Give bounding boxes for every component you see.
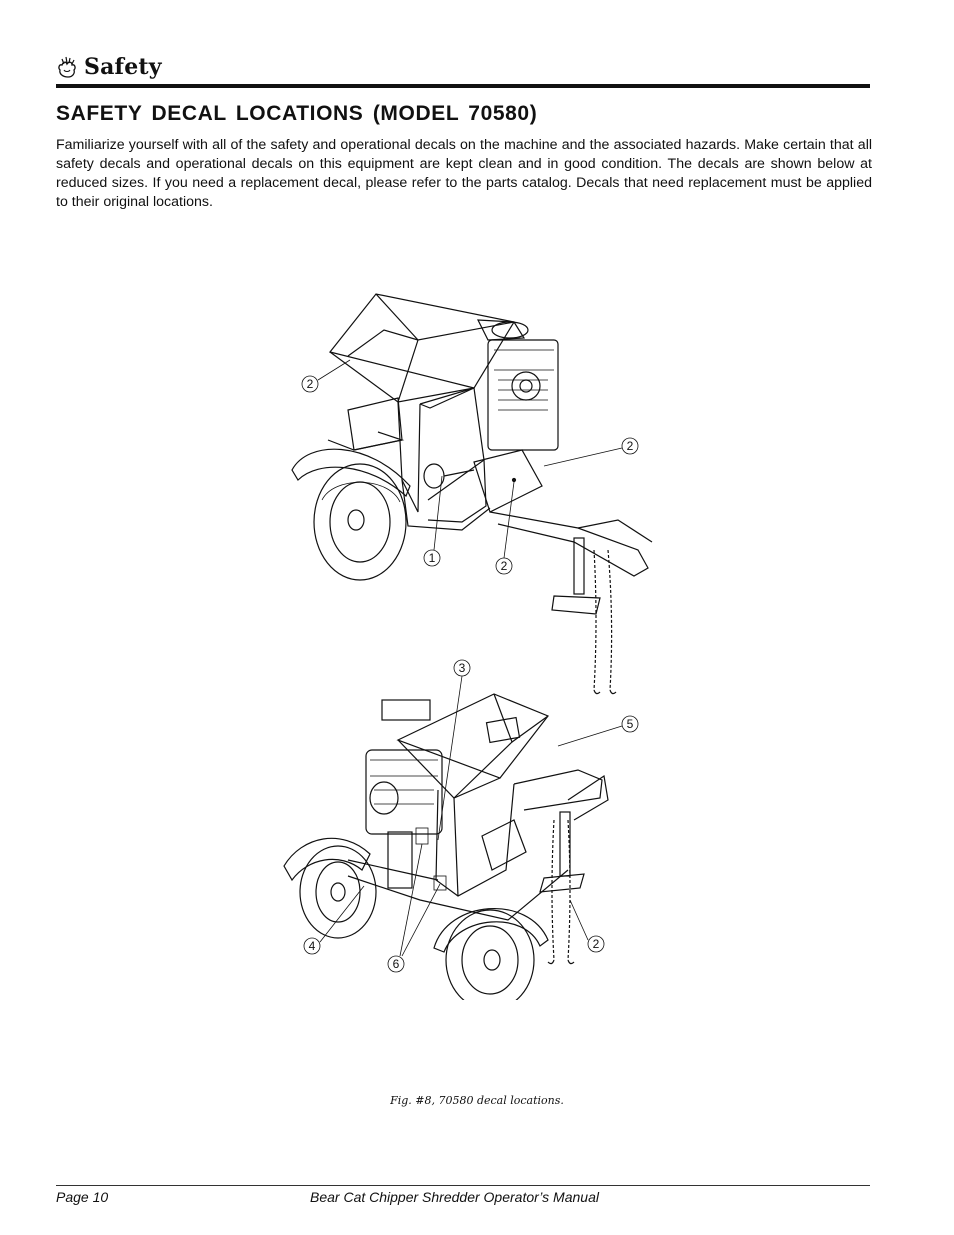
bear-paw-icon — [56, 56, 78, 80]
bottom-callouts — [304, 660, 638, 972]
figure-caption: Fig. #8, 70580 decal locations. — [390, 1094, 564, 1107]
footer-rule — [56, 1185, 870, 1186]
callout-label: 3 — [458, 661, 466, 675]
callout-label: 2 — [592, 937, 600, 951]
callout-label: 2 — [500, 559, 508, 573]
page-number: Page 10 — [56, 1189, 109, 1205]
page-header — [56, 52, 870, 90]
header-rule — [56, 84, 870, 88]
top-callouts — [302, 360, 638, 574]
manual-title: Bear Cat Chipper Shredder Operator’s Manual — [310, 1189, 599, 1205]
bottom-machine-view — [284, 694, 608, 1000]
callout-label: 5 — [626, 717, 634, 731]
callout-label: 4 — [308, 939, 316, 953]
decal-location-figure — [278, 280, 678, 1000]
page-section-title: Safety — [84, 54, 162, 80]
callout-label: 2 — [306, 377, 314, 391]
callout-label: 6 — [392, 957, 400, 971]
callout-label: 1 — [428, 551, 436, 565]
chipper-illustration — [278, 280, 678, 1000]
callout-label: 2 — [626, 439, 634, 453]
top-machine-view — [292, 294, 652, 694]
section-heading: SAFETY DECAL LOCATIONS (MODEL 70580) — [56, 102, 538, 125]
intro-paragraph: Familiarize yourself with all of the safety and operational decals on the machine and the associated hazards. Make certain that all safety decals and operational decals on this equipment are kept clean and in good condition. The decals are shown below at reduced sizes. If you need a replacement decal, please refer to the parts catalog. Decals that need replacement must be applied to their original locations. — [56, 137, 872, 210]
